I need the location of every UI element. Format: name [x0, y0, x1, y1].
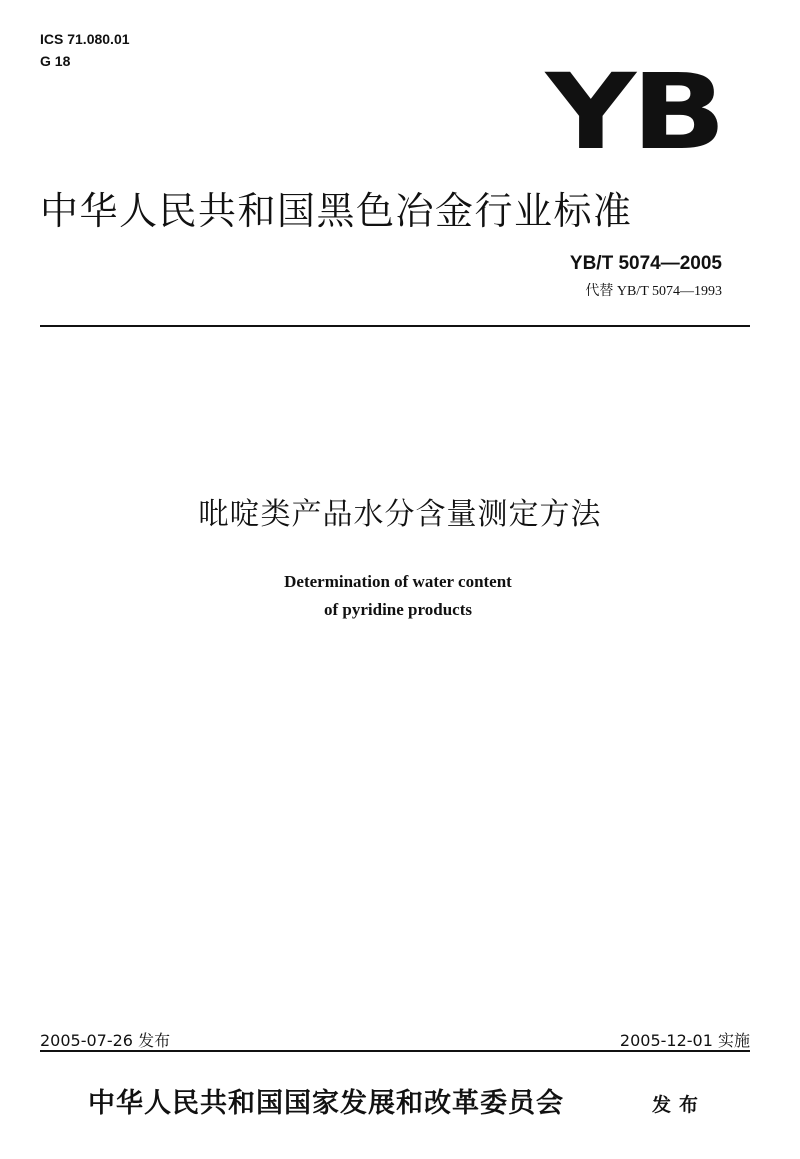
ics-code: ICS 71.080.01 [40, 31, 130, 47]
document-title-cn: 吡啶类产品水分含量测定方法 [198, 497, 602, 532]
classification-code: G 18 [40, 53, 71, 69]
standard-category: 中华人民共和国黑色冶金行业标准 [40, 189, 633, 233]
issue-date: 2005-07-26 发布 [40, 1031, 171, 1050]
publisher: 中华人民共和国国家发展和改革委员会 [88, 1088, 564, 1119]
top-divider [40, 325, 750, 327]
document-title-en [0, 568, 796, 624]
yb-logo: YB [546, 51, 722, 173]
title-en-line-2: of pyridine products [324, 600, 472, 619]
bottom-divider [40, 1050, 750, 1052]
standard-number: YB/T 5074—2005 [569, 253, 722, 274]
title-en-line-1: Determination of water content [284, 572, 512, 591]
implementation-date: 2005-12-01 实施 [619, 1031, 750, 1050]
publish-label: 发布 [652, 1094, 707, 1116]
replaces-standard: 代替 YB/T 5074—1993 [585, 284, 722, 299]
